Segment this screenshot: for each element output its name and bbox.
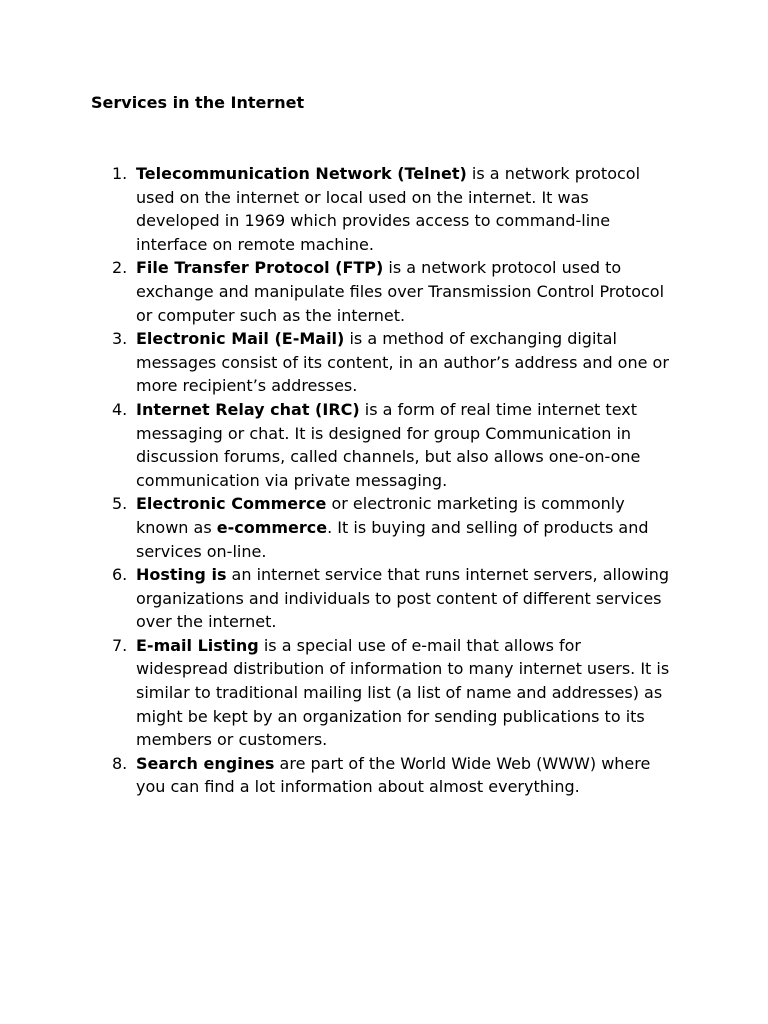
list-item bbox=[0, 327, 676, 398]
list-item bbox=[0, 398, 676, 492]
document-title: Services in the Internet bbox=[91, 93, 305, 112]
list-item-term: E-mail Listing bbox=[136, 635, 259, 655]
list-item-text: or electronic marketing is commonly known as bbox=[136, 494, 625, 537]
list-item-text: an internet service that runs internet servers, allowing organizations and individuals to post content of different services over the internet. bbox=[136, 565, 669, 632]
list-item bbox=[0, 162, 676, 256]
list-item-text: are part of the World Wide Web (WWW) where you can find a lot information about almost everything. bbox=[136, 753, 651, 797]
list-item-number: 1. bbox=[112, 164, 128, 183]
list-item-text: is a method of exchanging digital messages consist of its content, in an author’s address and one or more recipient’s addresses. bbox=[136, 329, 669, 396]
list-item-term: Internet Relay chat (IRC) bbox=[136, 399, 360, 419]
list-item-number: 4. bbox=[112, 399, 128, 419]
list-item-number: 8. bbox=[112, 753, 128, 773]
list-item-term: e-commerce bbox=[216, 517, 328, 537]
list-item-text: is a network protocol used to exchange and manipulate files over Transmission Control Protocol or computer such as the internet. bbox=[136, 258, 665, 325]
list-item-text: . It is buying and selling of products and services on-line. bbox=[136, 517, 649, 561]
list-item bbox=[0, 492, 676, 563]
list-item bbox=[0, 256, 676, 327]
list-item-term: File Transfer Protocol (FTP) bbox=[136, 258, 384, 278]
list-item-number: 2. bbox=[112, 258, 128, 278]
list-item-text: is a special use of e-mail that allows for widespread distribution of information to many internet users. It is similar to traditional mailing list (a list of name and addresses) as might be kept by an organization for sending publications to its members or customers. bbox=[136, 635, 670, 750]
list-item-number: 3. bbox=[112, 329, 128, 349]
list-item-text: is a form of real time internet text messaging or chat. It is designed for group Communication in discussion forums, called channels, but also allows one-on-one communication via private messaging. bbox=[136, 399, 641, 490]
services-list bbox=[0, 162, 768, 799]
list-item-term: Electronic Mail (E-Mail) bbox=[136, 329, 345, 349]
list-item-number: 7. bbox=[112, 635, 128, 655]
list-item-number: 6. bbox=[112, 565, 128, 585]
list-item bbox=[0, 634, 676, 752]
list-item bbox=[0, 752, 676, 799]
list-item-term: Telecommunication Network (Telnet) bbox=[136, 164, 467, 183]
list-item bbox=[0, 563, 676, 634]
list-item-text: is a network protocol used on the internet or local used on the internet. It was developed in 1969 which provides access to command-line interface on remote machine. bbox=[136, 164, 641, 254]
list-item-term: Search engines bbox=[136, 753, 275, 773]
list-item-term: Hosting is bbox=[136, 565, 227, 585]
list-item-term: Electronic Commerce bbox=[136, 494, 327, 514]
list-item-number: 5. bbox=[112, 494, 128, 514]
